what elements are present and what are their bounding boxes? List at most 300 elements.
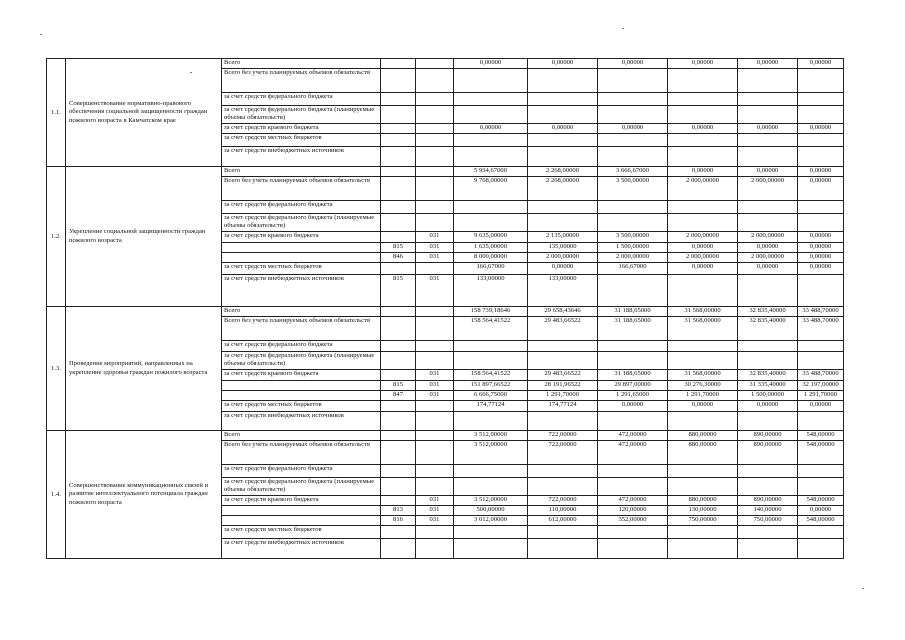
amount-cell: 0,00000 [738,59,798,69]
table-row [47,59,844,69]
amount-cell [798,275,844,307]
program-code-cell [416,431,454,441]
admin-code-cell [381,59,416,69]
document-page [46,58,843,559]
amount-cell [454,465,528,478]
funding-source-label: за счет средств краевого бюджета [222,496,381,506]
amount-cell: 0,00000 [528,124,598,134]
program-code-cell [416,177,454,201]
amount-cell: 722,00000 [528,496,598,506]
amount-cell: 158 564,41522 [454,370,528,381]
amount-cell: 0,00000 [738,243,798,253]
admin-code-cell [381,177,416,201]
amount-cell [798,147,844,167]
amount-cell [738,478,798,496]
funding-source-label: за счет средств федерального бюджета [222,465,381,478]
amount-cell [528,201,598,214]
section-index: 1.1. [47,59,66,167]
funding-source-label [222,243,381,253]
amount-cell [738,412,798,431]
admin-code-cell [381,69,416,93]
funding-source-label [222,381,381,391]
amount-cell [454,214,528,232]
amount-cell: 33 488,70000 [798,370,844,381]
amount-cell [668,147,738,167]
amount-cell [598,412,668,431]
amount-cell: 31 568,00000 [668,317,738,341]
funding-source-label [222,253,381,263]
amount-cell: 5 934,67000 [454,167,528,177]
funding-source-label: за счет средств местных бюджетов [222,263,381,275]
amount-cell: 0,00000 [798,167,844,177]
amount-cell [798,93,844,106]
admin-code-cell [381,232,416,243]
amount-cell: 158 564,41522 [454,317,528,341]
section-name: Проведение мероприятий, направленных на укрепление здоровья граждан пожилого возраста [66,307,222,431]
funding-source-label: за счет средств краевого бюджета [222,370,381,381]
amount-cell [668,478,738,496]
program-code-cell: 031 [416,516,454,526]
program-code-cell [416,59,454,69]
amount-cell: 31 335,40000 [738,381,798,391]
amount-cell [668,526,738,539]
amount-cell: 166,67000 [454,263,528,275]
table-row [47,431,844,441]
funding-source-label: за счет средств федерального бюджета [222,341,381,352]
amount-cell: 612,00000 [528,516,598,526]
admin-code-cell [381,441,416,465]
amount-cell: 32 835,40000 [738,370,798,381]
amount-cell [668,539,738,559]
amount-cell: 0,00000 [798,253,844,263]
amount-cell: 120,00000 [598,506,668,516]
amount-cell [528,478,598,496]
program-code-cell: 031 [416,506,454,516]
program-code-cell [416,167,454,177]
amount-cell: 0,00000 [798,232,844,243]
amount-cell: 3 512,00000 [454,431,528,441]
amount-cell [454,106,528,124]
amount-cell [598,465,668,478]
amount-cell: 0,00000 [738,167,798,177]
amount-cell: 32 197,00000 [798,381,844,391]
amount-cell: 31 188,65000 [598,307,668,317]
admin-code-cell [381,317,416,341]
admin-code-cell [381,412,416,431]
admin-code-cell [381,93,416,106]
amount-cell [798,214,844,232]
amount-cell: 472,00000 [598,496,668,506]
amount-cell [454,412,528,431]
amount-cell: 29 483,66522 [528,317,598,341]
amount-cell: 1 500,00000 [598,243,668,253]
program-code-cell: 031 [416,381,454,391]
amount-cell: 2 000,00000 [738,253,798,263]
amount-cell: 151 897,66522 [454,381,528,391]
admin-code-cell [381,124,416,134]
amount-cell: 9 635,00000 [454,232,528,243]
amount-cell [454,147,528,167]
amount-cell: 6 666,75000 [454,391,528,401]
amount-cell: 9 768,00000 [454,177,528,201]
program-code-cell [416,263,454,275]
funding-source-label: за счет средств федерального бюджета (планируемые объемы обязательств) [222,352,381,370]
funding-source-label: за счет средств местных бюджетов [222,134,381,147]
amount-cell [454,93,528,106]
amount-cell [528,341,598,352]
amount-cell: 140,00000 [738,506,798,516]
amount-cell: 2 268,00000 [528,177,598,201]
amount-cell [598,478,668,496]
amount-cell: 0,00000 [738,124,798,134]
program-code-cell [416,441,454,465]
amount-cell [798,539,844,559]
amount-cell [528,134,598,147]
admin-code-cell [381,401,416,412]
program-code-cell: 031 [416,391,454,401]
amount-cell: 33 488,70000 [798,307,844,317]
amount-cell [668,352,738,370]
amount-cell [668,201,738,214]
admin-code-cell [381,106,416,124]
funding-source-label: за счет средств внебюджетных источников [222,539,381,559]
amount-cell: 0,00000 [454,59,528,69]
amount-cell: 29 483,66522 [528,370,598,381]
amount-cell [798,341,844,352]
amount-cell: 1 291,70000 [798,391,844,401]
section-index: 1.4. [47,431,66,559]
amount-cell: 0,00000 [798,263,844,275]
amount-cell: 8 000,00000 [454,253,528,263]
admin-code-cell [381,478,416,496]
amount-cell: 0,00000 [738,263,798,275]
amount-cell [668,134,738,147]
amount-cell [798,69,844,93]
scan-speck [862,588,864,589]
admin-code-cell [381,147,416,167]
amount-cell: 0,00000 [798,506,844,516]
amount-cell: 32 835,40000 [738,307,798,317]
amount-cell [528,69,598,93]
amount-cell [598,106,668,124]
amount-cell [528,93,598,106]
amount-cell [598,539,668,559]
amount-cell: 0,00000 [454,124,528,134]
funding-source-label [222,391,381,401]
amount-cell: 3 012,00000 [454,516,528,526]
amount-cell [528,106,598,124]
program-code-cell [416,106,454,124]
amount-cell: 1 291,70000 [668,391,738,401]
amount-cell [738,275,798,307]
funding-source-label: Всего [222,307,381,317]
amount-cell: 0,00000 [668,167,738,177]
amount-cell [598,275,668,307]
admin-code-cell [381,539,416,559]
amount-cell: 31 188,65000 [598,370,668,381]
amount-cell [668,69,738,93]
program-code-cell [416,401,454,412]
program-code-cell [416,147,454,167]
amount-cell: 890,00000 [738,431,798,441]
program-code-cell: 031 [416,370,454,381]
admin-code-cell [381,341,416,352]
amount-cell: 0,00000 [598,59,668,69]
amount-cell: 2 000,00000 [528,253,598,263]
program-code-cell [416,307,454,317]
program-code-cell [416,465,454,478]
funding-source-label [222,516,381,526]
amount-cell [454,478,528,496]
funding-source-label: Всего без учета планируемых объемов обязательств [222,69,381,93]
amount-cell [454,134,528,147]
amount-cell: 0,00000 [798,401,844,412]
budget-table [46,58,844,559]
amount-cell: 2 135,00000 [528,232,598,243]
scan-speck [190,72,192,73]
funding-source-label: Всего без учета планируемых объемов обязательств [222,441,381,465]
amount-cell [454,69,528,93]
amount-cell [738,539,798,559]
amount-cell: 3 512,00000 [454,441,528,465]
admin-code-cell [381,465,416,478]
admin-code-cell: 815 [381,243,416,253]
program-code-cell: 031 [416,496,454,506]
funding-source-label [222,506,381,516]
table-row [47,167,844,177]
amount-cell: 750,00000 [668,516,738,526]
amount-cell: 3 666,67000 [598,167,668,177]
amount-cell [738,93,798,106]
amount-cell [528,352,598,370]
funding-source-label: за счет средств федерального бюджета (планируемые объемы обязательств) [222,478,381,496]
amount-cell: 30 276,30000 [668,381,738,391]
amount-cell [738,341,798,352]
amount-cell: 28 191,96522 [528,381,598,391]
amount-cell: 29 897,00000 [598,381,668,391]
amount-cell: 2 000,00000 [668,232,738,243]
amount-cell: 135,00000 [528,243,598,253]
section-index: 1.3. [47,307,66,431]
amount-cell: 1 291,70000 [528,391,598,401]
amount-cell: 0,00000 [668,263,738,275]
amount-cell: 31 188,65000 [598,317,668,341]
admin-code-cell [381,526,416,539]
amount-cell: 174,77124 [528,401,598,412]
amount-cell [798,201,844,214]
amount-cell [668,214,738,232]
admin-code-cell: 815 [381,275,416,307]
amount-cell: 2 000,00000 [738,232,798,243]
admin-code-cell [381,201,416,214]
amount-cell [528,526,598,539]
amount-cell: 0,00000 [738,401,798,412]
amount-cell [738,214,798,232]
admin-code-cell [381,370,416,381]
amount-cell: 2 000,00000 [668,253,738,263]
amount-cell: 130,00000 [668,506,738,516]
program-code-cell [416,539,454,559]
amount-cell [738,352,798,370]
amount-cell: 32 835,40000 [738,317,798,341]
program-code-cell [416,201,454,214]
amount-cell: 0,00000 [798,243,844,253]
admin-code-cell [381,352,416,370]
amount-cell [738,106,798,124]
amount-cell: 0,00000 [798,59,844,69]
amount-cell: 880,00000 [668,496,738,506]
amount-cell [598,341,668,352]
amount-cell: 0,00000 [668,401,738,412]
amount-cell: 166,67000 [598,263,668,275]
amount-cell: 548,00000 [798,431,844,441]
amount-cell [598,526,668,539]
amount-cell [598,352,668,370]
funding-source-label: за счет средств федерального бюджета [222,201,381,214]
amount-cell: 158 739,18646 [454,307,528,317]
amount-cell: 0,00000 [798,177,844,201]
amount-cell: 352,00000 [598,516,668,526]
funding-source-label: за счет средств внебюджетных источников [222,275,381,307]
amount-cell: 880,00000 [668,431,738,441]
amount-cell: 500,00000 [454,506,528,516]
amount-cell: 33 488,70000 [798,317,844,341]
amount-cell: 0,00000 [598,401,668,412]
funding-source-label: за счет средств местных бюджетов [222,401,381,412]
table-body [47,59,844,559]
admin-code-cell [381,496,416,506]
amount-cell [598,69,668,93]
program-code-cell: 031 [416,232,454,243]
amount-cell: 1 291,65000 [598,391,668,401]
amount-cell [798,134,844,147]
section-name: Совершенствование коммуникационных связей и развитие интеллектуального потенциала граждан пожилого возраста [66,431,222,559]
amount-cell: 2 000,00000 [738,177,798,201]
funding-source-label: Всего без учета планируемых объемов обязательств [222,177,381,201]
amount-cell [668,275,738,307]
amount-cell [738,147,798,167]
admin-code-cell: 815 [381,381,416,391]
program-code-cell [416,412,454,431]
admin-code-cell [381,214,416,232]
amount-cell: 750,00000 [738,516,798,526]
amount-cell [668,341,738,352]
amount-cell: 31 568,00000 [668,370,738,381]
funding-source-label: Всего [222,431,381,441]
amount-cell [598,93,668,106]
admin-code-cell [381,134,416,147]
amount-cell: 890,00000 [738,441,798,465]
amount-cell: 3 512,00000 [454,496,528,506]
amount-cell [798,412,844,431]
amount-cell: 548,00000 [798,441,844,465]
amount-cell [598,214,668,232]
amount-cell [738,526,798,539]
program-code-cell [416,93,454,106]
section-name: Укрепление социальной защищенности граждан пожилого возраста [66,167,222,307]
amount-cell: 548,00000 [798,496,844,506]
amount-cell: 110,00000 [528,506,598,516]
admin-code-cell [381,431,416,441]
amount-cell [738,465,798,478]
amount-cell: 2 268,00000 [528,167,598,177]
amount-cell [738,69,798,93]
amount-cell [454,341,528,352]
amount-cell [454,352,528,370]
amount-cell: 0,00000 [528,263,598,275]
program-code-cell [416,69,454,93]
amount-cell [668,412,738,431]
amount-cell: 3 500,00000 [598,177,668,201]
amount-cell [798,526,844,539]
amount-cell [454,201,528,214]
amount-cell: 0,00000 [668,243,738,253]
amount-cell: 133,00000 [528,275,598,307]
amount-cell [798,106,844,124]
amount-cell [528,147,598,167]
amount-cell [668,465,738,478]
amount-cell [598,201,668,214]
amount-cell: 1 635,00000 [454,243,528,253]
funding-source-label: за счет средств федерального бюджета (планируемые объемы обязательств) [222,214,381,232]
funding-source-label: за счет средств краевого бюджета [222,124,381,134]
funding-source-label: Всего без учета планируемых объемов обязательств [222,317,381,341]
amount-cell: 722,00000 [528,441,598,465]
amount-cell: 2 000,00000 [668,177,738,201]
program-code-cell [416,352,454,370]
amount-cell [668,93,738,106]
scan-speck [40,34,42,35]
admin-code-cell: 816 [381,516,416,526]
funding-source-label: за счет средств внебюджетных источников [222,147,381,167]
program-code-cell [416,317,454,341]
amount-cell: 0,00000 [598,124,668,134]
amount-cell: 0,00000 [798,124,844,134]
amount-cell: 133,00000 [454,275,528,307]
amount-cell [598,134,668,147]
amount-cell [528,465,598,478]
amount-cell [528,214,598,232]
amount-cell [528,412,598,431]
funding-source-label: за счет средств федерального бюджета [222,93,381,106]
admin-code-cell: 846 [381,253,416,263]
amount-cell: 1 500,00000 [738,391,798,401]
funding-source-label: за счет средств федерального бюджета (планируемые объемы обязательств) [222,106,381,124]
program-code-cell: 031 [416,243,454,253]
funding-source-label: за счет средств краевого бюджета [222,232,381,243]
program-code-cell [416,214,454,232]
admin-code-cell [381,167,416,177]
scan-speck [622,28,624,29]
amount-cell: 880,00000 [668,441,738,465]
program-code-cell: 031 [416,275,454,307]
amount-cell [738,134,798,147]
amount-cell: 174,77124 [454,401,528,412]
program-code-cell [416,124,454,134]
amount-cell: 890,00000 [738,496,798,506]
section-index: 1.2. [47,167,66,307]
amount-cell: 0,00000 [668,124,738,134]
program-code-cell [416,526,454,539]
admin-code-cell: 847 [381,391,416,401]
admin-code-cell [381,263,416,275]
amount-cell: 548,00000 [798,516,844,526]
amount-cell: 2 000,00000 [598,253,668,263]
amount-cell: 0,00000 [668,59,738,69]
amount-cell [668,106,738,124]
amount-cell [738,201,798,214]
amount-cell [798,352,844,370]
